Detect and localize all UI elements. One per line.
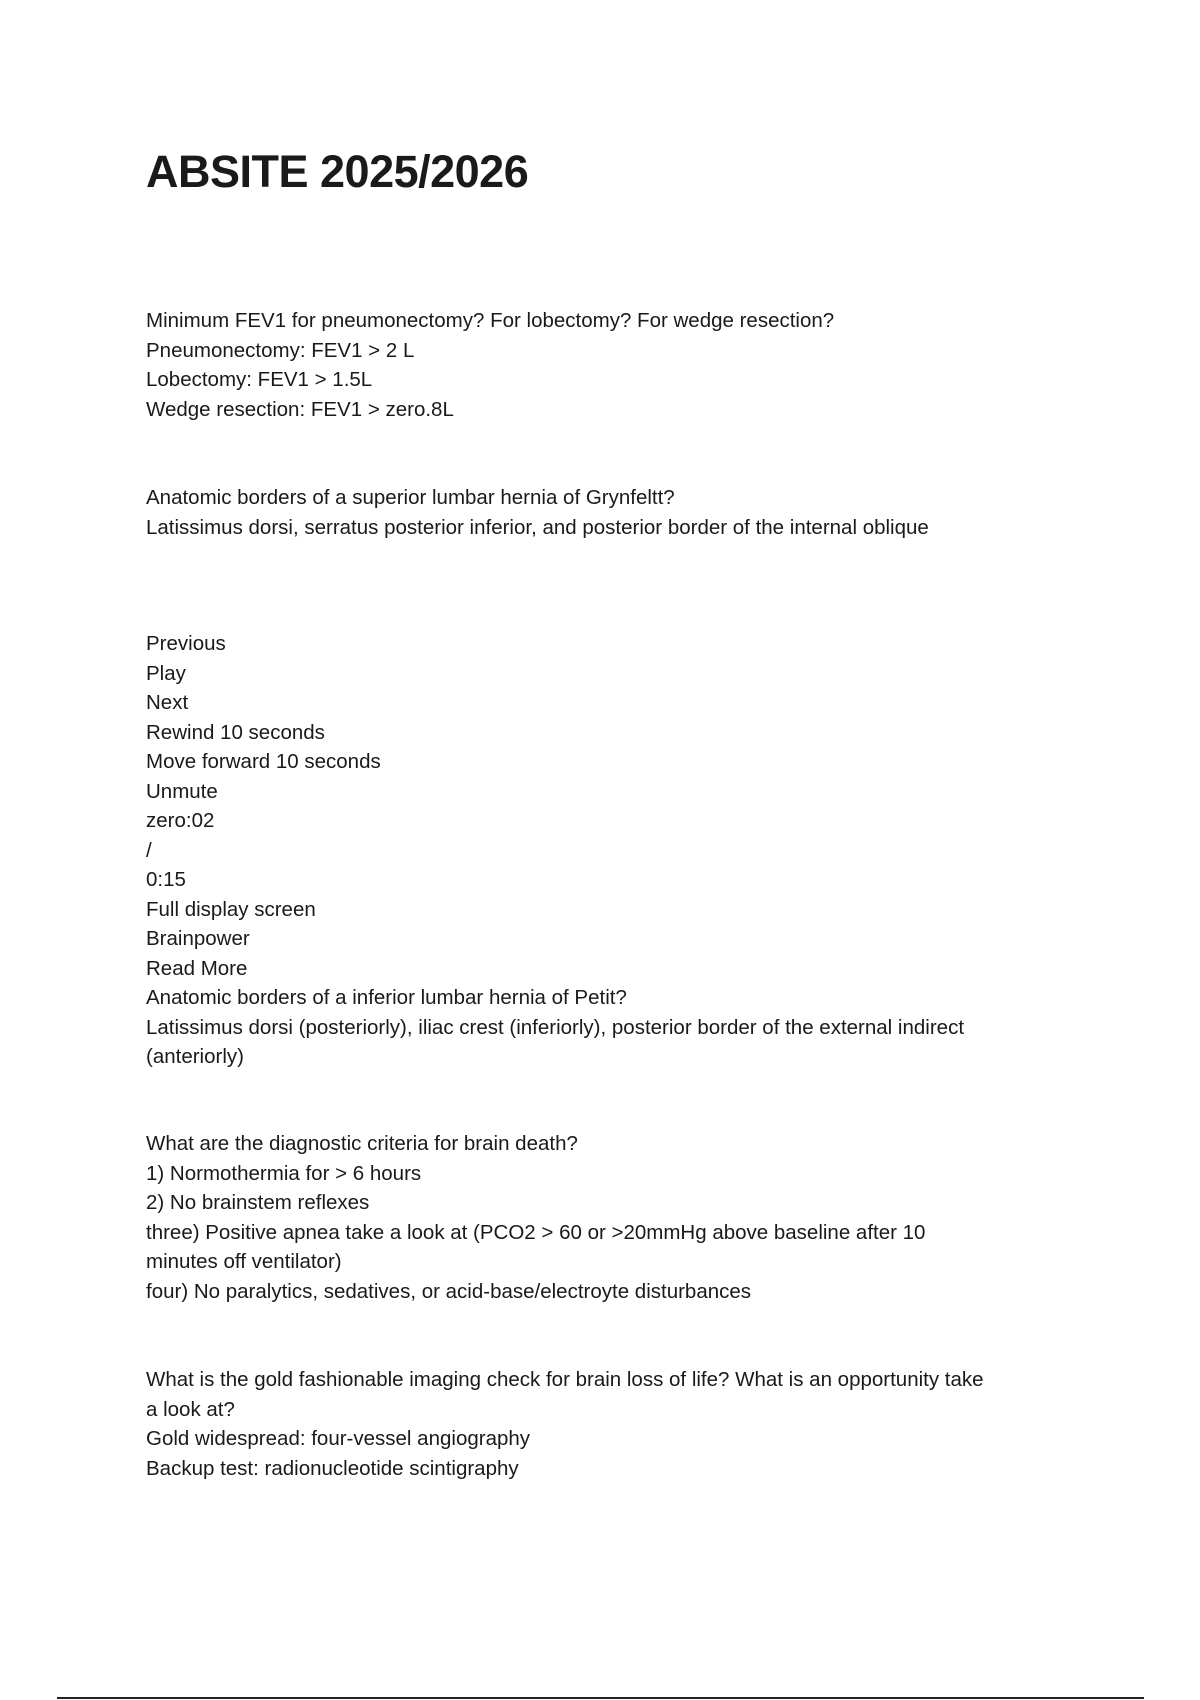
answer-line: minutes off ventilator)	[146, 1250, 342, 1273]
question-text: Anatomic borders of a inferior lumbar hernia of Petit?	[146, 986, 627, 1009]
question-text: a look at?	[146, 1397, 235, 1421]
qa-block-fev1	[146, 306, 1086, 424]
question-text: Anatomic borders of a superior lumbar hernia of Grynfeltt?	[146, 486, 675, 509]
question-text: Minimum FEV1 for pneumonectomy? For lobectomy? For wedge resection?	[146, 309, 835, 332]
answer-line: four) No paralytics, sedatives, or acid-base/electroyte disturbances	[146, 1279, 752, 1303]
previous-button[interactable]: Previous	[146, 632, 226, 655]
answer-line: Gold widespread: four-vessel angiography	[146, 1427, 531, 1450]
bottom-divider	[57, 1697, 1144, 1699]
next-button[interactable]: Next	[146, 691, 189, 714]
unmute-button[interactable]: Unmute	[146, 779, 218, 803]
duration: 0:15	[146, 868, 186, 891]
answer-line: Latissimus dorsi (posteriorly), iliac crest (inferiorly), posterior border of the external indirect	[146, 1015, 965, 1039]
qa-block-grynfeltt	[146, 483, 1086, 542]
question-text: What is the gold fashionable imaging check for brain loss of life? What is an opportunity take	[146, 1368, 984, 1391]
document-title: ABSITE 2025/2026	[146, 146, 529, 197]
brainpower-link[interactable]: Brainpower	[146, 927, 250, 950]
answer-line: 1) Normothermia for > 6 hours	[146, 1161, 422, 1185]
forward-button[interactable]: Move forward 10 seconds	[146, 750, 381, 773]
video-player-controls	[146, 629, 1086, 1072]
current-time: zero:02	[146, 809, 215, 832]
fullscreen-button[interactable]: Full display screen	[146, 897, 316, 921]
time-separator: /	[146, 838, 152, 862]
answer-line: three) Positive apnea take a look at (PCO2 > 60 or >20mmHg above baseline after 10	[146, 1220, 926, 1244]
play-button[interactable]: Play	[146, 661, 186, 685]
question-text: What are the diagnostic criteria for brain death?	[146, 1132, 578, 1155]
answer-line: Wedge resection: FEV1 > zero.8L	[146, 397, 454, 421]
answer-line: Latissimus dorsi, serratus posterior inferior, and posterior border of the internal oblique	[146, 515, 929, 539]
qa-block-imaging	[146, 1365, 1086, 1483]
rewind-button[interactable]: Rewind 10 seconds	[146, 720, 325, 744]
answer-line: (anteriorly)	[146, 1045, 244, 1068]
answer-line: Backup test: radionucleotide scintigraphy	[146, 1456, 519, 1480]
answer-line: Lobectomy: FEV1 > 1.5L	[146, 368, 373, 391]
read-more-link[interactable]: Read More	[146, 956, 248, 980]
answer-line: 2) No brainstem reflexes	[146, 1191, 370, 1214]
answer-line: Pneumonectomy: FEV1 > 2 L	[146, 338, 415, 362]
qa-block-brain-death	[146, 1129, 1086, 1306]
